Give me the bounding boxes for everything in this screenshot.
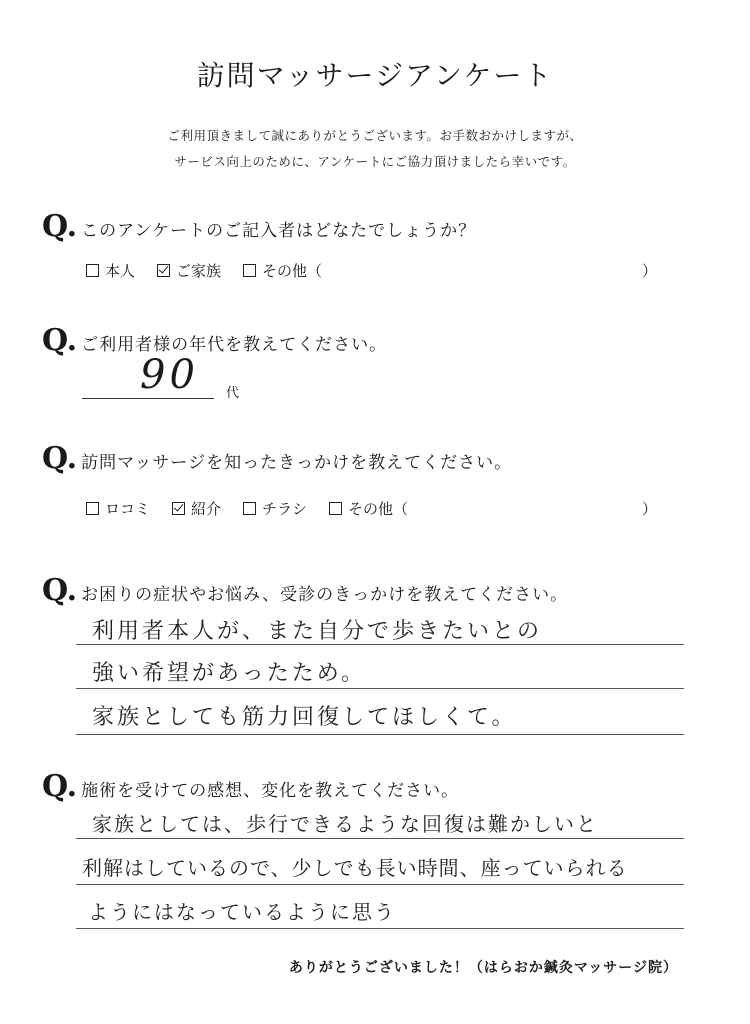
- option-referral-label: 紹介: [191, 500, 222, 518]
- answer-rule: [76, 928, 684, 929]
- question-1-text: このアンケートのご記入者はどなたでしょうか？: [81, 221, 477, 241]
- checkbox-family-checked[interactable]: [157, 264, 170, 277]
- q4-answer-line-2: 強い希望があったため。: [92, 661, 366, 686]
- age-unit: 代: [226, 386, 240, 401]
- checkbox-other[interactable]: [329, 502, 342, 515]
- option-flyer-label: チラシ: [262, 500, 308, 518]
- question-5-text: 施術を受けての感想、変化を教えてください。: [81, 781, 460, 801]
- q1-close-paren: ）: [642, 262, 658, 280]
- question-1: [42, 209, 477, 244]
- answer-rule: [76, 734, 684, 735]
- option-other-label: その他（: [348, 500, 409, 518]
- option-flyer[interactable]: [243, 498, 307, 519]
- checkbox-other[interactable]: [243, 264, 256, 277]
- question-5: [42, 769, 460, 804]
- answer-rule: [76, 838, 684, 839]
- option-word-of-mouth[interactable]: [86, 498, 150, 519]
- q-mark: Q.: [42, 209, 78, 244]
- question-1-options: [86, 260, 344, 281]
- option-other[interactable]: [243, 260, 322, 281]
- question-2: [42, 323, 388, 358]
- question-3-options: [86, 498, 430, 519]
- answer-rule: [76, 644, 684, 645]
- answer-rule: [76, 884, 684, 885]
- answer-rule: [76, 688, 684, 689]
- option-self-label: 本人: [105, 262, 136, 280]
- question-3-text: 訪問マッサージを知ったきっかけを教えてください。: [81, 453, 513, 473]
- question-3: [42, 441, 513, 476]
- q-mark: Q.: [42, 441, 78, 476]
- q5-answer-line-2: 利解はしているので、少しでも長い時間、座っていられる: [82, 856, 628, 880]
- question-2-text: ご利用者様の年代を教えてください。: [81, 335, 388, 355]
- q4-answer-line-1: 利用者本人が、また自分で歩きたいとの: [92, 619, 543, 644]
- intro-line-1: ご利用頂きまして誠にありがとうございます。お手数おかけしますが、: [167, 128, 583, 143]
- option-family[interactable]: [157, 260, 221, 281]
- option-self[interactable]: [86, 260, 135, 281]
- option-word-of-mouth-label: ロコミ: [105, 500, 151, 518]
- checkbox-referral-checked[interactable]: [172, 502, 185, 515]
- age-answer: 90: [140, 352, 199, 398]
- q-mark: Q.: [42, 323, 78, 358]
- footer-thanks: ありがとうございました！（はらおか鍼灸マッサージ院）: [288, 960, 678, 976]
- q-mark: Q.: [42, 769, 78, 804]
- question-4-text: お困りの症状やお悩み、受診のきっかけを教えてください。: [81, 585, 569, 605]
- intro-line-2: サービス向上のために、アンケートにご協力頂けましたら幸いです。: [174, 154, 576, 169]
- q4-answer-line-3: 家族としても筋力回復してほしくて。: [92, 705, 517, 730]
- option-other[interactable]: [329, 498, 408, 519]
- q-mark: Q.: [42, 573, 78, 608]
- q5-answer-line-1: 家族としては、歩行できるような回復は難かしいと: [92, 812, 598, 836]
- checkbox-word-of-mouth[interactable]: [86, 502, 99, 515]
- checkbox-flyer[interactable]: [243, 502, 256, 515]
- question-4: [42, 573, 569, 608]
- page-title: 訪問マッサージアンケート: [196, 59, 554, 92]
- age-answer-line: [82, 398, 214, 399]
- checkbox-self[interactable]: [86, 264, 99, 277]
- option-other-label: その他（: [262, 262, 323, 280]
- option-family-label: ご家族: [176, 262, 222, 280]
- q5-answer-line-3: ようにはなっているように思う: [88, 900, 396, 924]
- option-referral[interactable]: [172, 498, 221, 519]
- q3-close-paren: ）: [642, 500, 658, 518]
